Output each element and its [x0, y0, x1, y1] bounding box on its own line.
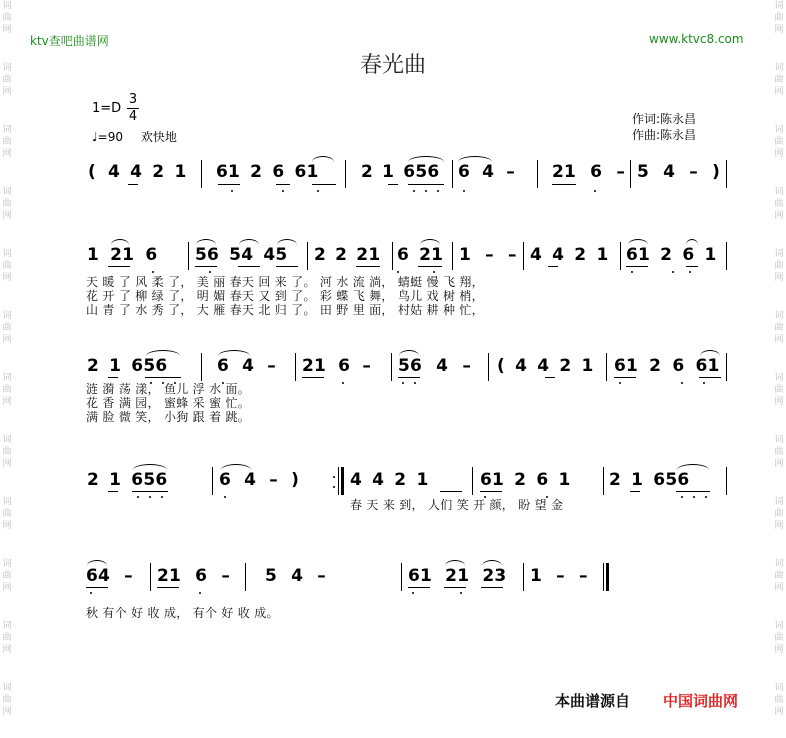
slur [399, 350, 419, 356]
barline [392, 242, 393, 270]
measure: 6 4 – ) [219, 470, 300, 490]
measure: 56 4 – [398, 356, 472, 376]
barline [603, 467, 604, 495]
watermark-char: 词 [2, 621, 12, 631]
watermark-char: 网 [2, 273, 12, 283]
slur [445, 560, 465, 566]
watermark-char: 曲 [2, 633, 12, 643]
lower-octave-dot [161, 496, 163, 498]
underline [388, 184, 398, 185]
measure: 2 1 656 [87, 470, 168, 490]
lower-octave-dot [681, 382, 683, 384]
repeat-dot [333, 486, 335, 488]
barline [488, 353, 489, 381]
measure: 5 4 – ) [637, 162, 721, 182]
underline [626, 266, 648, 267]
measure: 61 21 23 [408, 566, 507, 586]
underline [128, 184, 138, 185]
underline [398, 377, 420, 378]
watermark-char: 词 [2, 125, 12, 135]
watermark-char: 词 [774, 373, 784, 383]
watermark-char: 词 [2, 1, 12, 11]
song-title: 春光曲 [359, 53, 426, 78]
key-signature: 1=D [92, 101, 122, 116]
watermark-char: 词 [774, 559, 784, 569]
slur [312, 156, 334, 162]
barline [726, 467, 727, 495]
lyrics-verse-1: 天 暖 了 风 柔 了， 美 丽 春天 回 来 了。 河 水 流 淌， 蜻蜓 慢 飞 翔， [86, 275, 484, 289]
lower-octave-dot [402, 382, 404, 384]
slur [218, 350, 250, 356]
underline [356, 266, 380, 267]
slur [482, 560, 502, 566]
watermark-char: 词 [774, 435, 784, 445]
watermark-gap [0, 718, 14, 738]
underline [418, 266, 442, 267]
watermark-char: 词 [774, 497, 784, 507]
slur [277, 239, 297, 245]
watermark-char: 词 [774, 125, 784, 135]
barline [295, 353, 296, 381]
measure: 61 2 6 1 [480, 470, 571, 490]
watermark-char: 网 [2, 459, 12, 469]
time-signature-bottom: 4 [128, 109, 138, 124]
underline [108, 266, 130, 267]
watermark-char: 曲 [774, 323, 784, 333]
source-site-link[interactable]: 中国词曲网 [663, 692, 739, 710]
tempo-value: =90 [97, 130, 123, 144]
lyrics-verse-3: 山 青 了 水 秀 了， 大 雁 春天 北 归 了。 田 野 里 面， 村姑 耕 种 忙， [86, 303, 484, 317]
underline [238, 266, 260, 267]
watermark-gap [0, 160, 14, 186]
repeat-barline-thin [338, 467, 339, 495]
barline [630, 160, 631, 188]
lower-octave-dot [413, 190, 415, 192]
measure: 64 – [86, 566, 133, 586]
tempo-marking [92, 128, 177, 145]
barline [620, 242, 621, 270]
watermark-gap [0, 656, 14, 682]
watermark-gap [772, 284, 786, 310]
underline [440, 491, 462, 492]
watermark-char: 曲 [2, 447, 12, 457]
lyricist-credit: 作词:陈永昌 [632, 112, 697, 126]
watermark-char: 网 [774, 521, 784, 531]
watermark-gap [772, 98, 786, 124]
barline [452, 242, 453, 270]
watermark-char: 网 [774, 645, 784, 655]
lower-octave-dot [199, 592, 201, 594]
measure: 6 4 – [458, 162, 515, 182]
barline [212, 467, 213, 495]
watermark-gap [772, 470, 786, 496]
lower-octave-dot [693, 496, 695, 498]
time-signature [127, 92, 139, 125]
measure: 2 1 656 [87, 356, 168, 376]
lyrics-verse-1: 涟 漪 荡 漾， 鱼儿 浮 水 面。 [86, 382, 251, 396]
lower-octave-dot [137, 496, 139, 498]
barline [391, 353, 392, 381]
watermark-char: 网 [774, 25, 784, 35]
watermark-gap [772, 656, 786, 682]
barline [523, 242, 524, 270]
watermark-char: 网 [2, 211, 12, 221]
watermark-char: 网 [2, 583, 12, 593]
measure: 1 21 6 [87, 245, 158, 265]
lower-octave-dot [619, 382, 621, 384]
slur [677, 464, 709, 470]
underline [545, 377, 555, 378]
lower-octave-dot [594, 190, 596, 192]
underline [614, 377, 636, 378]
measure: 56 54 45 [195, 245, 288, 265]
lower-octave-dot [460, 592, 462, 594]
watermark-char: 曲 [774, 13, 784, 23]
lyrics-line: 秋 有个 好 收 成， 有个 好 收 成。 [86, 606, 279, 620]
measure: 21 6 – [157, 566, 231, 586]
watermark-char: 词 [774, 621, 784, 631]
lyrics-verse-3: 满 脸 微 笑， 小狗 跟 着 跳。 [86, 410, 251, 424]
watermark-char: 曲 [774, 571, 784, 581]
watermark-char: 词 [774, 1, 784, 11]
barline [537, 160, 538, 188]
watermark-char: 词 [774, 311, 784, 321]
watermark-char: 网 [774, 707, 784, 717]
lower-octave-dot [342, 382, 344, 384]
underline [132, 491, 168, 492]
lower-octave-dot [437, 190, 439, 192]
slur [239, 239, 259, 245]
watermark-char: 词 [2, 311, 12, 321]
watermark-gap [0, 98, 14, 124]
slur [700, 350, 720, 356]
barline [472, 467, 473, 495]
barline [606, 353, 607, 381]
watermark-char: 词 [2, 683, 12, 693]
underline [302, 377, 324, 378]
underline [157, 587, 179, 588]
watermark-char: 网 [774, 397, 784, 407]
watermark-char: 网 [2, 335, 12, 345]
watermark-char: 词 [2, 63, 12, 73]
watermark-char: 网 [2, 707, 12, 717]
measure: 61 2 6 61 [614, 356, 720, 376]
underline [86, 587, 108, 588]
lower-octave-dot [414, 382, 416, 384]
right-watermark-strip [772, 0, 786, 738]
barline [401, 563, 402, 591]
final-barline-thick [606, 563, 609, 591]
slur [87, 560, 107, 566]
underline [276, 184, 290, 185]
measure: 5 4 – [265, 566, 326, 586]
repeat-barline-thick [341, 467, 344, 495]
measure: 1 – – [530, 566, 588, 586]
time-signature-top: 3 [128, 92, 138, 107]
underline [408, 184, 444, 185]
watermark-gap [772, 718, 786, 738]
watermark-char: 曲 [774, 199, 784, 209]
quarter-note-icon: ♩ [92, 130, 98, 144]
watermark-char: 曲 [774, 385, 784, 395]
watermark-char: 网 [774, 459, 784, 469]
composer-credit: 作曲:陈永昌 [632, 128, 697, 142]
slur [111, 239, 129, 245]
left-watermark-strip [0, 0, 14, 738]
watermark-gap [0, 532, 14, 558]
slur [221, 464, 251, 470]
underline [218, 184, 240, 185]
watermark-char: 网 [2, 87, 12, 97]
lyrics-verse-2: 花 香 满 园， 蜜蜂 采 蜜 忙。 [86, 396, 251, 410]
watermark-gap [772, 408, 786, 434]
lower-octave-dot [672, 271, 674, 273]
watermark-char: 网 [774, 211, 784, 221]
lower-octave-dot [149, 496, 151, 498]
barline [345, 160, 346, 188]
barline [307, 242, 308, 270]
underline [686, 266, 698, 267]
watermark-char: 曲 [774, 509, 784, 519]
watermark-gap [772, 222, 786, 248]
lower-octave-dot [282, 190, 284, 192]
barline [188, 242, 189, 270]
watermark-char: 曲 [2, 571, 12, 581]
measure: 2 2 21 [314, 245, 381, 265]
measure: 4 4 2 1 [530, 245, 609, 265]
barline [245, 563, 246, 591]
source-label: 本曲谱源自 [555, 692, 631, 710]
measure: 21 6 – [302, 356, 372, 376]
measure: 2 1 656 [361, 162, 440, 182]
measure: 61 2 6 61 [216, 162, 319, 182]
measure: 1 – – [459, 245, 517, 265]
watermark-char: 词 [774, 249, 784, 259]
measure: 2 1 656 [609, 470, 690, 490]
underline [676, 491, 710, 492]
open-paren: ( [88, 162, 96, 182]
tempo-expression: 欢快地 [140, 130, 177, 144]
lower-octave-dot [631, 271, 633, 273]
watermark-char: 网 [2, 645, 12, 655]
slur [686, 239, 698, 245]
underline [195, 266, 217, 267]
underline [548, 266, 558, 267]
watermark-char: 曲 [2, 323, 12, 333]
site-link-right[interactable]: www.ktvc8.com [649, 32, 744, 46]
measure: 4 4 2 1 [350, 470, 429, 490]
watermark-char: 曲 [774, 695, 784, 705]
measure: 4 4 2 1 [108, 162, 187, 182]
watermark-char: 网 [2, 149, 12, 159]
repeat-dot [333, 476, 335, 478]
watermark-char: 词 [2, 435, 12, 445]
lower-octave-dot [425, 190, 427, 192]
watermark-gap [0, 408, 14, 434]
barline [201, 160, 202, 188]
watermark-char: 网 [774, 335, 784, 345]
watermark-char: 词 [774, 63, 784, 73]
lower-octave-dot [463, 190, 465, 192]
lower-octave-dot [689, 271, 691, 273]
barline [150, 563, 151, 591]
underline [630, 491, 640, 492]
measure: 61 2 6 1 [626, 245, 717, 265]
watermark-char: 词 [2, 187, 12, 197]
lyrics-line: 春 天 来 到， 人们 笑 开 颜， 盼 望 金 [350, 498, 564, 512]
slur [146, 350, 180, 356]
barline [523, 563, 524, 591]
lower-octave-dot [412, 592, 414, 594]
underline [276, 266, 298, 267]
watermark-char: 曲 [2, 385, 12, 395]
barline [452, 160, 453, 188]
watermark-char: 词 [2, 497, 12, 507]
slur [628, 239, 648, 245]
barline [726, 160, 727, 188]
watermark-gap [772, 346, 786, 372]
underline [552, 184, 576, 185]
barline [201, 353, 202, 381]
watermark-char: 曲 [774, 447, 784, 457]
lower-octave-dot [224, 496, 226, 498]
watermark-char: 曲 [2, 13, 12, 23]
lower-octave-dot [705, 496, 707, 498]
watermark-char: 词 [2, 559, 12, 569]
barline [726, 353, 727, 381]
watermark-char: 网 [2, 521, 12, 531]
watermark-gap [0, 222, 14, 248]
slur [133, 464, 167, 470]
site-link-left[interactable]: ktv查吧曲谱网 [30, 34, 109, 48]
watermark-char: 词 [774, 683, 784, 693]
slur [196, 239, 216, 245]
watermark-char: 词 [2, 249, 12, 259]
slur [408, 156, 444, 162]
watermark-gap [772, 594, 786, 620]
watermark-char: 词 [774, 187, 784, 197]
underline [108, 491, 118, 492]
barline [726, 242, 727, 270]
watermark-gap [0, 470, 14, 496]
watermark-char: 网 [774, 273, 784, 283]
watermark-char: 曲 [2, 509, 12, 519]
watermark-char: 网 [774, 87, 784, 97]
measure: 21 6 – [552, 162, 626, 182]
slur [458, 156, 492, 162]
underline [108, 377, 118, 378]
slur [420, 239, 440, 245]
watermark-char: 曲 [2, 137, 12, 147]
lower-octave-dot [317, 190, 319, 192]
watermark-char: 曲 [774, 261, 784, 271]
watermark-char: 曲 [2, 199, 12, 209]
lower-octave-dot [90, 592, 92, 594]
watermark-char: 词 [2, 373, 12, 383]
watermark-char: 曲 [774, 75, 784, 85]
watermark-char: 曲 [2, 75, 12, 85]
measure: 6 21 [397, 245, 444, 265]
watermark-gap [772, 532, 786, 558]
watermark-char: 网 [774, 149, 784, 159]
underline [481, 587, 503, 588]
watermark-gap [0, 594, 14, 620]
measure: 6 4 – [217, 356, 276, 376]
final-barline-thin [603, 563, 604, 591]
watermark-char: 曲 [774, 137, 784, 147]
watermark-char: 曲 [2, 695, 12, 705]
lower-octave-dot [703, 382, 705, 384]
underline [408, 587, 430, 588]
underline [145, 377, 181, 378]
watermark-char: 网 [774, 583, 784, 593]
watermark-char: 网 [2, 25, 12, 35]
watermark-char: 曲 [2, 261, 12, 271]
lower-octave-dot [681, 496, 683, 498]
measure: ( 4 4 2 1 [497, 356, 594, 376]
watermark-char: 曲 [774, 633, 784, 643]
watermark-gap [772, 160, 786, 186]
watermark-gap [0, 346, 14, 372]
underline [480, 491, 502, 492]
underline [444, 587, 466, 588]
underline [312, 184, 336, 185]
lower-octave-dot [231, 190, 233, 192]
underline [699, 377, 721, 378]
watermark-char: 网 [2, 397, 12, 407]
watermark-gap [0, 284, 14, 310]
lyrics-verse-2: 花 开 了 柳 绿 了， 明 媚 春天 又 到 了。 彩 蝶 飞 舞， 鸟儿 戏 树 梢， [86, 289, 484, 303]
